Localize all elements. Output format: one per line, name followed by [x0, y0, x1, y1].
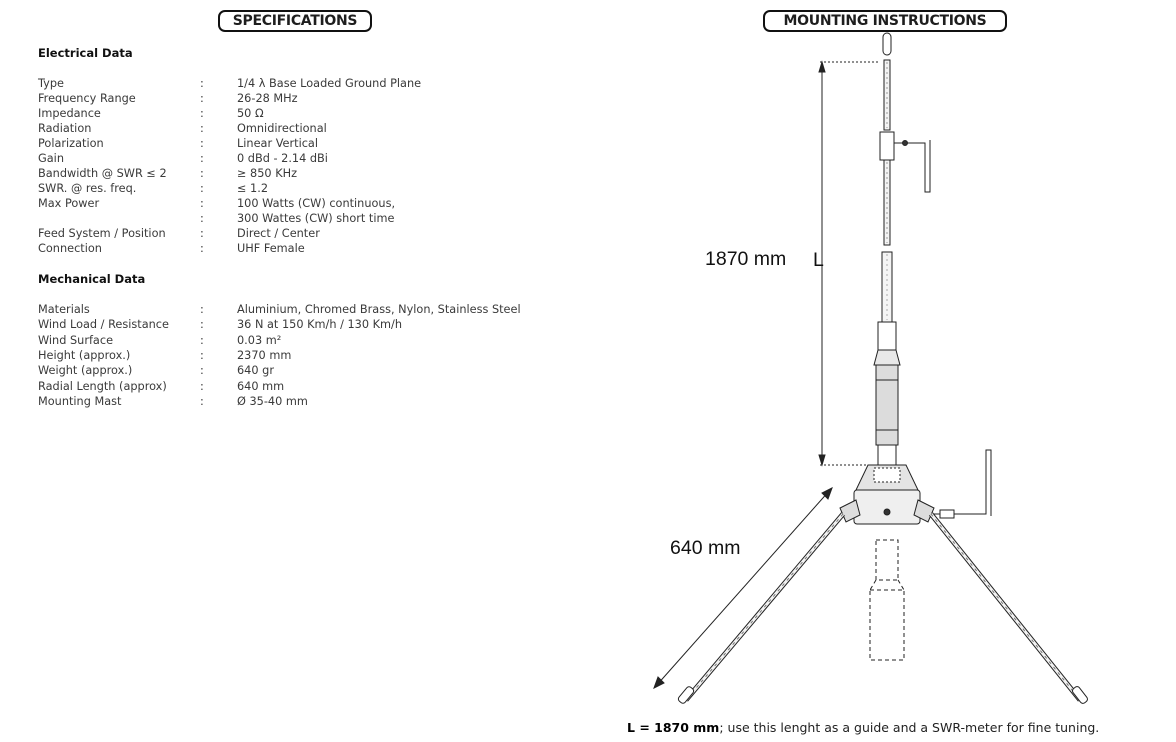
spec-separator: :	[200, 379, 204, 393]
spec-separator: :	[200, 364, 204, 378]
spec-value: 0.03 m²	[237, 333, 282, 347]
spec-label: Impedance	[38, 107, 101, 120]
spec-value: 50 Ω	[237, 107, 264, 120]
spec-value: 1/4 λ Base Loaded Ground Plane	[237, 77, 422, 90]
radial-dimension-arrow	[654, 488, 832, 688]
tuning-clamp	[880, 132, 894, 160]
spec-value: 100 Watts (CW) continuous,	[237, 197, 396, 210]
spec-label: Polarization	[38, 137, 104, 150]
allen-key	[915, 140, 930, 192]
spec-separator: :	[200, 167, 204, 180]
spec-value: Omnidirectional	[237, 122, 327, 135]
spec-separator: :	[200, 122, 204, 135]
spec-value: 0 dBd - 2.14 dBi	[237, 152, 328, 165]
spec-value: 640 mm	[237, 379, 285, 393]
spec-value: ≥ 850 KHz	[237, 167, 298, 180]
spec-separator: :	[200, 137, 204, 150]
spec-separator: :	[200, 107, 204, 120]
spec-separator: :	[200, 303, 204, 316]
spec-separator: :	[200, 318, 204, 332]
tuning-footnote	[627, 720, 1099, 735]
height-dimension-label: 1870 mm	[705, 248, 787, 270]
spec-separator: :	[200, 92, 204, 105]
spec-label: Height (approx.)	[38, 348, 131, 362]
spec-label: Weight (approx.)	[38, 364, 133, 378]
mounting-mast	[870, 540, 904, 660]
length-symbol-label: L	[813, 249, 824, 271]
spec-label: Max Power	[38, 197, 100, 210]
antenna-diagram	[640, 30, 1110, 718]
spec-value: ≤ 1.2	[237, 182, 269, 195]
mounting-instructions-title: MOUNTING INSTRUCTIONS	[763, 10, 1007, 32]
spec-separator: :	[200, 227, 204, 240]
upper-whip	[884, 60, 890, 130]
spec-label: Wind Load / Resistance	[38, 318, 169, 332]
spec-label: Mounting Mast	[38, 394, 122, 408]
spec-value: 2370 mm	[237, 348, 292, 362]
spec-value: 640 gr	[237, 364, 274, 378]
spec-separator: :	[200, 212, 204, 225]
footnote-text: ; use this lenght as a guide and a SWR-meter for fine tuning.	[719, 720, 1100, 735]
spec-label: Materials	[38, 303, 90, 316]
spec-separator: :	[200, 182, 204, 195]
spec-separator: :	[200, 348, 204, 362]
spec-value: Aluminium, Chromed Brass, Nylon, Stainless Steel	[237, 303, 521, 316]
spec-label: Gain	[38, 152, 64, 165]
specifications-title: SPECIFICATIONS	[218, 10, 372, 32]
spec-label: SWR. @ res. freq.	[38, 182, 137, 195]
spec-separator: :	[200, 152, 204, 165]
length-dimension-line	[819, 62, 880, 465]
electrical-data-heading: Electrical Data	[38, 46, 133, 60]
spec-separator: :	[200, 77, 204, 90]
spec-label: Wind Surface	[38, 333, 114, 347]
loading-coil	[876, 365, 898, 445]
spec-label: Bandwidth @ SWR ≤ 2	[38, 167, 167, 180]
spec-label: Type	[38, 77, 64, 90]
spec-separator: :	[200, 197, 204, 210]
spec-value: Ø 35-40 mm	[237, 394, 308, 408]
radial-dimension-label: 640 mm	[670, 537, 741, 559]
whip-tip	[883, 33, 891, 55]
spec-separator: :	[200, 333, 204, 347]
footnote-length: L = 1870 mm	[627, 720, 720, 735]
spec-label: Radiation	[38, 122, 92, 135]
spec-value: 26-28 MHz	[237, 92, 298, 105]
spec-label: Feed System / Position	[38, 227, 166, 240]
right-radial	[931, 514, 1089, 705]
spec-label: Connection	[38, 242, 102, 255]
spec-value: Linear Vertical	[237, 137, 318, 150]
spec-value: 36 N at 150 Km/h / 130 Km/h	[237, 318, 403, 332]
spec-value: Direct / Center	[237, 227, 320, 240]
spec-value: 300 Wattes (CW) short time	[237, 212, 395, 225]
spec-separator: :	[200, 394, 204, 408]
spec-label: Radial Length (approx)	[38, 379, 167, 393]
spec-label: Frequency Range	[38, 92, 136, 105]
spec-separator: :	[200, 242, 204, 255]
mechanical-data-heading: Mechanical Data	[38, 272, 146, 286]
spec-value: UHF Female	[237, 242, 305, 255]
